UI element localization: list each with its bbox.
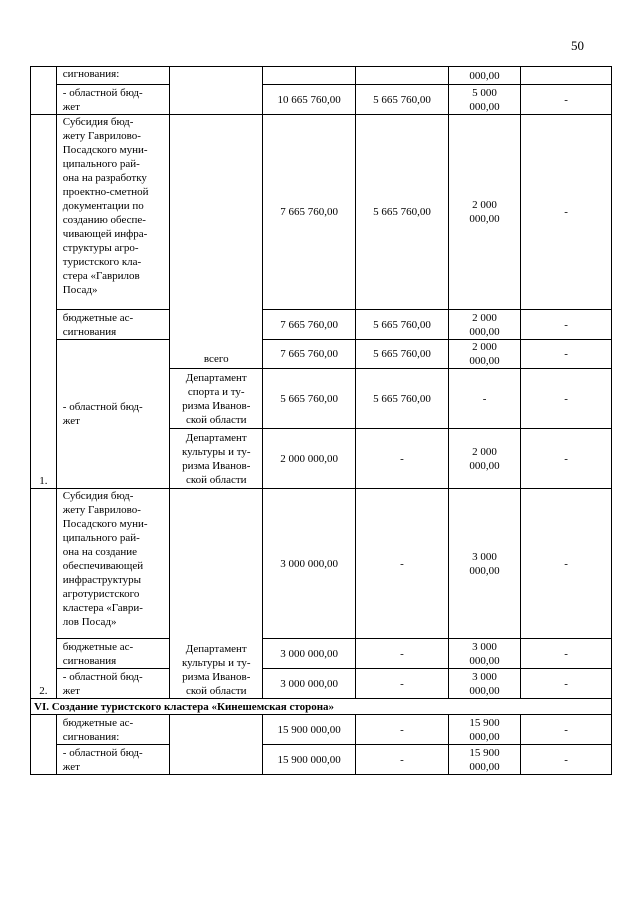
- year1-cell: -: [356, 669, 449, 699]
- row-index-cell: [31, 715, 57, 775]
- executor-cell: Департамент культуры и ту- ризма Иванов- ской области: [170, 429, 263, 489]
- table-row: [31, 115, 612, 310]
- budget-table: [30, 66, 612, 775]
- year2-cell: 2 000 000,00: [448, 340, 520, 369]
- table-row: [31, 85, 612, 115]
- year2-cell: 000,00: [448, 67, 520, 85]
- year3-cell: -: [521, 369, 612, 429]
- total-cell: 3 000 000,00: [263, 639, 356, 669]
- table-row: [31, 67, 612, 85]
- row-name-cell: - областной бюд- жет: [56, 745, 170, 775]
- year1-cell: 5 665 760,00: [356, 85, 449, 115]
- year1-cell: -: [356, 489, 449, 639]
- table-row: [31, 489, 612, 639]
- year3-cell: -: [521, 115, 612, 310]
- year1-cell: -: [356, 429, 449, 489]
- section-title: VI. Создание туристского кластера «Кинешемская сторона»: [31, 699, 612, 715]
- year3-cell: -: [521, 489, 612, 639]
- year3-cell: -: [521, 715, 612, 745]
- total-cell: 3 000 000,00: [263, 669, 356, 699]
- year1-cell: 5 665 760,00: [356, 115, 449, 310]
- year2-cell: 15 900 000,00: [448, 745, 520, 775]
- row-name-cell: бюджетные ас- сигнования:: [56, 715, 170, 745]
- year1-cell: 5 665 760,00: [356, 310, 449, 340]
- year2-cell: 2 000 000,00: [448, 115, 520, 310]
- executor-cell: [170, 715, 263, 775]
- row-index-cell: [31, 67, 57, 115]
- total-cell: 15 900 000,00: [263, 715, 356, 745]
- year1-cell: [356, 67, 449, 85]
- total-cell: 7 665 760,00: [263, 340, 356, 369]
- year3-cell: [521, 67, 612, 85]
- table-row: [31, 310, 612, 340]
- year3-cell: -: [521, 639, 612, 669]
- row-name-cell: бюджетные ас- сигнования: [56, 639, 170, 669]
- total-cell: 3 000 000,00: [263, 489, 356, 639]
- row-name-cell: сигнования:: [56, 67, 170, 85]
- executor-cell: [170, 67, 263, 115]
- total-cell: 15 900 000,00: [263, 745, 356, 775]
- year3-cell: -: [521, 340, 612, 369]
- year3-cell: -: [521, 310, 612, 340]
- table-row: [31, 340, 612, 369]
- year2-cell: 15 900 000,00: [448, 715, 520, 745]
- row-name-cell: бюджетные ас- сигнования: [56, 310, 170, 340]
- year2-cell: 2 000 000,00: [448, 429, 520, 489]
- total-cell: 2 000 000,00: [263, 429, 356, 489]
- row-index-cell: 2.: [31, 489, 57, 699]
- year2-cell: 3 000 000,00: [448, 489, 520, 639]
- row-name-cell: - областной бюд- жет: [56, 340, 170, 489]
- total-cell: 5 665 760,00: [263, 369, 356, 429]
- row-name-cell: Субсидия бюд- жету Гаврилово- Посадского муни- ципального рай- она на разработку проектно-сметной документации по созданию обеспе- чивающей инфра- структуры агро- туристского кла- стера «Гаврилов Посад»: [56, 115, 170, 310]
- row-name-cell: - областной бюд- жет: [56, 85, 170, 115]
- row-name-cell: Субсидия бюд- жету Гаврилово- Посадского муни- ципального рай- она на создание обеспечивающей инфраструктуры агротуристского кластера «Гаври- лов Посад»: [56, 489, 170, 639]
- year3-cell: -: [521, 745, 612, 775]
- year1-cell: -: [356, 715, 449, 745]
- year1-cell: 5 665 760,00: [356, 369, 449, 429]
- total-cell: 10 665 760,00: [263, 85, 356, 115]
- table-row: [31, 669, 612, 699]
- year3-cell: -: [521, 429, 612, 489]
- table-row: [31, 715, 612, 745]
- row-index-cell: 1.: [31, 115, 57, 489]
- year2-cell: 3 000 000,00: [448, 639, 520, 669]
- row-name-cell: - областной бюд- жет: [56, 669, 170, 699]
- year2-cell: 3 000 000,00: [448, 669, 520, 699]
- total-cell: 7 665 760,00: [263, 310, 356, 340]
- year3-cell: -: [521, 85, 612, 115]
- section-header-row: [31, 699, 612, 715]
- year2-cell: 2 000 000,00: [448, 310, 520, 340]
- year1-cell: 5 665 760,00: [356, 340, 449, 369]
- executor-cell: всего: [170, 115, 263, 369]
- year2-cell: 5 000 000,00: [448, 85, 520, 115]
- executor-cell: Департамент культуры и ту- ризма Иванов- ской области: [170, 489, 263, 699]
- year3-cell: -: [521, 669, 612, 699]
- year1-cell: -: [356, 745, 449, 775]
- table-row: [31, 639, 612, 669]
- total-cell: 7 665 760,00: [263, 115, 356, 310]
- year2-cell: -: [448, 369, 520, 429]
- page-number: 50: [571, 38, 584, 53]
- total-cell: [263, 67, 356, 85]
- year1-cell: -: [356, 639, 449, 669]
- table-row: [31, 745, 612, 775]
- executor-cell: Департамент спорта и ту- ризма Иванов- ской области: [170, 369, 263, 429]
